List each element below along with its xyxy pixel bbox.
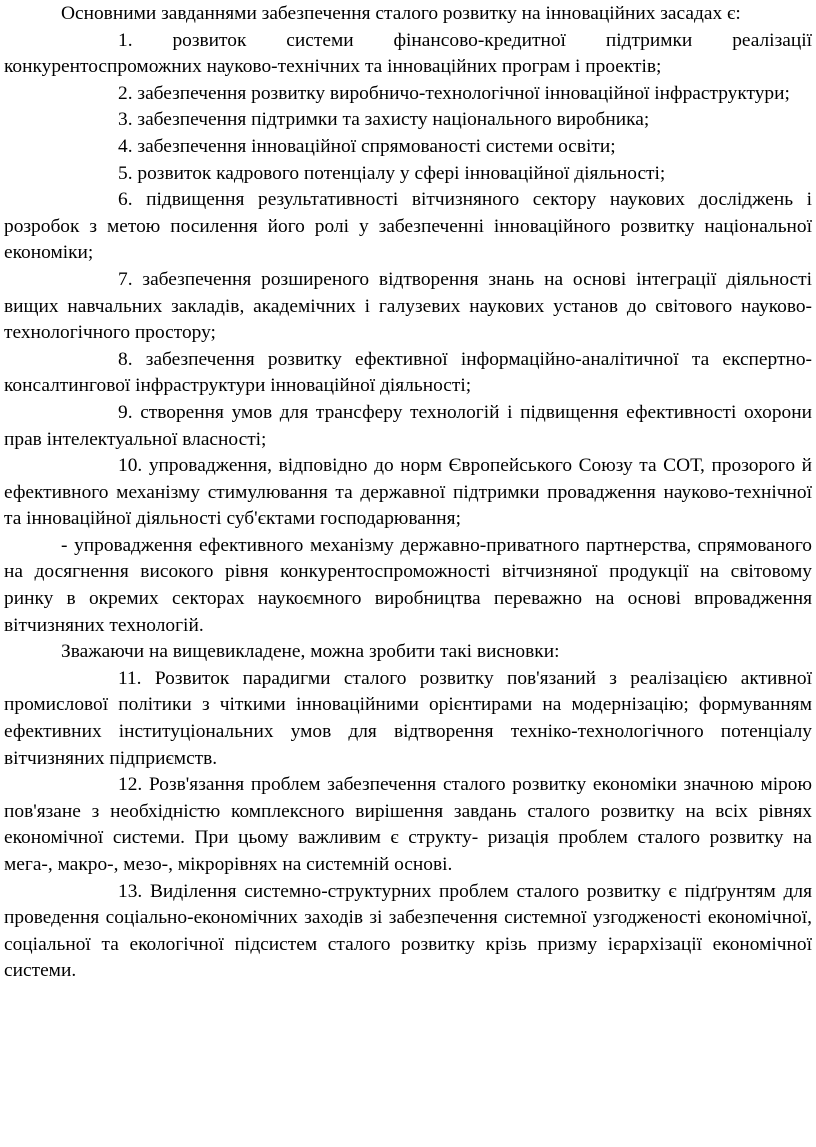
- list-item: [4, 28, 812, 81]
- item-number: 5.: [118, 162, 133, 184]
- item-text: створення умов для трансферу технологій і підвищення ефективності охорони прав інтелектуальної власності;: [4, 401, 812, 450]
- paragraph-text: - упровадження ефективного механізму державно-приватного партнерства, спрямованого на досягнення високого рівня конкурентоспроможності вітчизняної продукції на світовому ринку в окремих секторах наукоємного виробництва переважно на основі впровадження вітчизняних технологій.: [4, 534, 812, 636]
- item-number: 13.: [118, 880, 143, 902]
- list-item: [4, 134, 812, 161]
- item-number: 7.: [118, 268, 133, 290]
- item-number: 8.: [118, 348, 133, 370]
- list-item: [4, 81, 812, 108]
- item-number: 2.: [118, 82, 133, 104]
- item-text: забезпечення підтримки та захисту національного виробника;: [137, 109, 650, 131]
- list-item: [4, 187, 812, 267]
- item-text: Розв'язання проблем забезпечення сталого розвитку економіки значною мірою пов'язане з необхідністю комплексного вирішення завдань сталого розвитку на всіх рівнях економічної системи. При цьому важливим є структу- ризація проблем сталого розвитку на мега-, макро-, мезо-, мікрорівнях на системній основі.: [4, 774, 812, 875]
- item-text: забезпечення розвитку ефективної інформаційно-аналітичної та експертно-консалтингової інфраструктури інноваційної діяльності;: [4, 348, 812, 397]
- item-text: забезпечення інноваційної спрямованості системи освіти;: [137, 135, 616, 157]
- item-text: розвиток кадрового потенціалу у сфері інноваційної діяльності;: [137, 162, 666, 184]
- item-number: 1.: [118, 29, 133, 51]
- item-number: 3.: [118, 109, 133, 131]
- list-item: [4, 161, 812, 188]
- list-item: [4, 347, 812, 400]
- list-item: [4, 772, 812, 878]
- item-number: 9.: [118, 401, 133, 423]
- item-text: упровадження, відповідно до норм Європейського Союзу та СОТ, прозорого й ефективного механізму стимулювання та державної підтримки провадження науково-технічної та інноваційної діяльності суб'єктами господарювання;: [4, 455, 812, 530]
- item-text: забезпечення розширеного відтворення знань на основі інтеграції діяльності вищих навчальних закладів, академічних і галузевих наукових установ до світового науково-технологічного простору;: [4, 268, 812, 344]
- item-number: 6.: [118, 189, 133, 211]
- paragraph-text: Зважаючи на вищевикладене, можна зробити такі висновки:: [61, 641, 560, 663]
- list-item: [4, 453, 812, 533]
- conclusions-intro: [4, 639, 812, 666]
- item-number: 4.: [118, 135, 133, 157]
- item-number: 10.: [118, 455, 143, 477]
- intro-paragraph: [4, 1, 812, 28]
- list-item: [4, 267, 812, 347]
- item-text: Виділення системно-структурних проблем сталого розвитку є підґрунтям для проведення соціально-економічних заходів зі забезпечення системної узгодженості економічної, соціальної та екологічної підсистем сталого розвитку крізь призму ієрархізації економічної системи.: [4, 880, 812, 982]
- dash-item: [4, 533, 812, 639]
- list-item: [4, 400, 812, 453]
- item-text: Розвиток парадигми сталого розвитку пов'язаний з реалізацією активної промислової політики з чіткими інноваційними орієнтирами на модернізацію; формуванням ефективних інституціональних умов для відтворення техніко-технологічного потенціалу вітчизняних підприємств.: [4, 667, 812, 769]
- item-text: розвиток системи фінансово-кредитної підтримки реалізації конкурентоспроможних науково-технічних та інноваційних програм і проектів;: [4, 29, 812, 78]
- list-item: [4, 879, 812, 985]
- list-item: [4, 107, 812, 134]
- list-item: [4, 666, 812, 772]
- item-text: забезпечення розвитку виробничо-технологічної інноваційної інфраструктури;: [137, 82, 790, 104]
- item-number: 12.: [118, 774, 143, 796]
- item-number: 11.: [118, 667, 142, 689]
- paragraph-text: Основними завданнями забезпечення сталого розвитку на інноваційних засадах є:: [61, 3, 741, 24]
- item-text: підвищення результативності вітчизняного сектору наукових досліджень і розробок з метою посилення його ролі у забезпеченні інноваційного розвитку національної економіки;: [4, 189, 812, 264]
